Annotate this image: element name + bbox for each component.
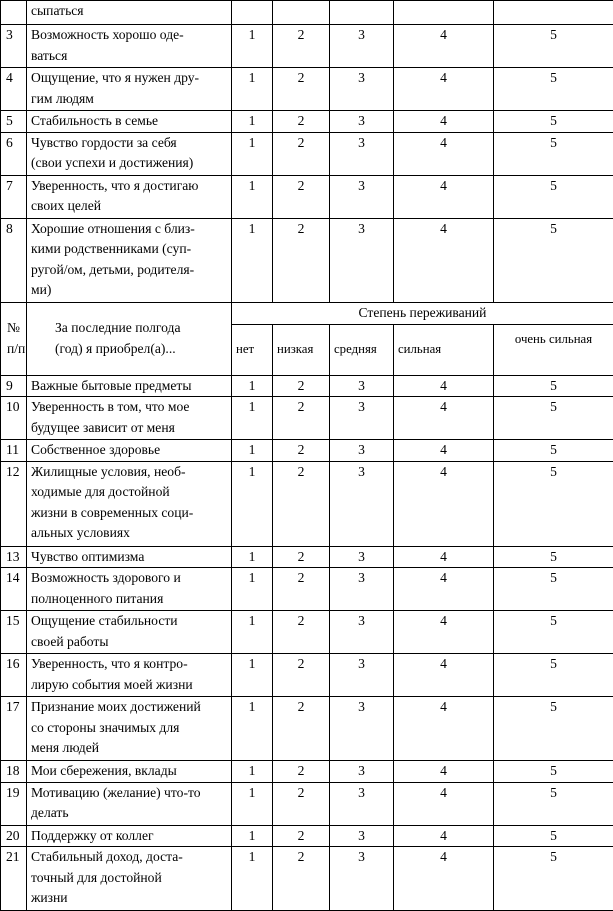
table-row (1, 397, 613, 440)
rating-option-5[interactable]: 5 (494, 218, 613, 302)
row-number: 3 (1, 25, 27, 68)
rating-option-3[interactable]: 3 (330, 397, 394, 440)
rating-option-5[interactable]: 5 (494, 68, 613, 111)
table-top-section (1, 1, 613, 303)
rating-option-4[interactable]: 4 (394, 568, 494, 611)
row-number: 14 (1, 568, 27, 611)
row-number: 10 (1, 397, 27, 440)
rating-option-4[interactable]: 4 (394, 111, 494, 133)
rating-option-2[interactable]: 2 (273, 218, 330, 302)
row-item-text: Поддержку от коллег (27, 825, 232, 847)
row-number: 7 (1, 175, 27, 218)
rating-option-1[interactable]: 1 (232, 761, 273, 783)
scale-label-strong: сильная (394, 324, 494, 375)
rating-option-3[interactable]: 3 (330, 761, 394, 783)
rating-option-2[interactable]: 2 (273, 132, 330, 175)
rating-option-3[interactable]: 3 (330, 546, 394, 568)
header-group-label: Степень переживаний (232, 302, 613, 324)
table-header (1, 302, 613, 375)
table-row (1, 1, 613, 25)
rating-option-4[interactable]: 4 (394, 132, 494, 175)
table-row (1, 546, 613, 568)
row-item-text: Уверенность, что я достигаю своих целей (27, 175, 232, 218)
rating-option-4[interactable] (394, 1, 494, 25)
rating-option-3[interactable]: 3 (330, 697, 394, 761)
header-number-label: № п/п (1, 302, 27, 375)
rating-option-3[interactable]: 3 (330, 847, 394, 911)
rating-option-5[interactable]: 5 (494, 25, 613, 68)
rating-option-3[interactable]: 3 (330, 218, 394, 302)
table-row (1, 782, 613, 825)
row-item-text: Ощущение, что я нужен дру- гим людям (27, 68, 232, 111)
table-row (1, 761, 613, 783)
row-number: 6 (1, 132, 27, 175)
row-item-text: Важные бытовые предметы (27, 375, 232, 397)
rating-option-1[interactable]: 1 (232, 440, 273, 462)
rating-option-2[interactable]: 2 (273, 461, 330, 546)
rating-option-5[interactable]: 5 (494, 111, 613, 133)
rating-option-1[interactable]: 1 (232, 611, 273, 654)
rating-option-4[interactable]: 4 (394, 611, 494, 654)
row-number: 15 (1, 611, 27, 654)
rating-option-4[interactable]: 4 (394, 218, 494, 302)
rating-option-3[interactable]: 3 (330, 782, 394, 825)
rating-option-5[interactable]: 5 (494, 847, 613, 911)
rating-option-4[interactable]: 4 (394, 440, 494, 462)
rating-option-1[interactable]: 1 (232, 461, 273, 546)
rating-option-1[interactable]: 1 (232, 568, 273, 611)
rating-option-5[interactable]: 5 (494, 461, 613, 546)
row-number: 12 (1, 461, 27, 546)
row-item-text: Собственное здоровье (27, 440, 232, 462)
row-number: 17 (1, 697, 27, 761)
rating-option-2[interactable]: 2 (273, 611, 330, 654)
header-item-label: За последние полгода (год) я приобрел(а)... (27, 302, 232, 375)
rating-option-4[interactable]: 4 (394, 25, 494, 68)
row-item-text: Мои сбережения, вклады (27, 761, 232, 783)
table-row (1, 825, 613, 847)
rating-option-2[interactable]: 2 (273, 654, 330, 697)
table-row (1, 568, 613, 611)
rating-option-4[interactable]: 4 (394, 782, 494, 825)
rating-option-4[interactable]: 4 (394, 175, 494, 218)
rating-option-2[interactable]: 2 (273, 825, 330, 847)
rating-option-1[interactable]: 1 (232, 68, 273, 111)
table-row (1, 461, 613, 546)
row-item-text: Жилищные условия, необ- ходимые для достойной жизни в современных соци- альных условиях (27, 461, 232, 546)
rating-option-3[interactable]: 3 (330, 68, 394, 111)
row-item-text: Чувство гордости за себя (свои успехи и достижения) (27, 132, 232, 175)
row-item-text: Стабильный доход, доста- точный для достойной жизни (27, 847, 232, 911)
row-item-text: Ощущение стабильности своей работы (27, 611, 232, 654)
row-number: 13 (1, 546, 27, 568)
rating-option-3[interactable]: 3 (330, 461, 394, 546)
table-row (1, 654, 613, 697)
rating-option-4[interactable]: 4 (394, 654, 494, 697)
rating-option-3[interactable]: 3 (330, 111, 394, 133)
row-item-text: сыпаться (27, 1, 232, 25)
rating-option-2[interactable]: 2 (273, 175, 330, 218)
row-item-text: Хорошие отношения с близ- кими родственниками (суп- ругой/ом, детьми, родителя- ми) (27, 218, 232, 302)
rating-option-1[interactable]: 1 (232, 375, 273, 397)
table-row (1, 68, 613, 111)
rating-option-3[interactable]: 3 (330, 825, 394, 847)
rating-option-1[interactable]: 1 (232, 847, 273, 911)
rating-option-2[interactable]: 2 (273, 847, 330, 911)
table-row (1, 111, 613, 133)
rating-option-1[interactable]: 1 (232, 782, 273, 825)
row-item-text: Возможность здорового и полноценного питания (27, 568, 232, 611)
rating-option-5[interactable]: 5 (494, 654, 613, 697)
rating-option-5[interactable]: 5 (494, 761, 613, 783)
rating-option-5[interactable]: 5 (494, 825, 613, 847)
row-item-text: Мотивацию (желание) что-то делать (27, 782, 232, 825)
row-item-text: Чувство оптимизма (27, 546, 232, 568)
rating-option-1[interactable] (232, 1, 273, 25)
rating-option-1[interactable]: 1 (232, 175, 273, 218)
row-number (1, 1, 27, 25)
table-row (1, 375, 613, 397)
rating-option-1[interactable]: 1 (232, 132, 273, 175)
scale-label-none: нет (232, 324, 273, 375)
rating-option-5[interactable]: 5 (494, 697, 613, 761)
rating-option-5[interactable]: 5 (494, 611, 613, 654)
row-item-text: Возможность хорошо оде- ваться (27, 25, 232, 68)
row-number: 20 (1, 825, 27, 847)
rating-option-4[interactable]: 4 (394, 825, 494, 847)
row-item-text: Признание моих достижений со стороны значимых для меня людей (27, 697, 232, 761)
rating-option-4[interactable]: 4 (394, 461, 494, 546)
rating-option-3[interactable]: 3 (330, 654, 394, 697)
rating-option-1[interactable]: 1 (232, 111, 273, 133)
rating-option-1[interactable]: 1 (232, 397, 273, 440)
rating-option-5[interactable]: 5 (494, 782, 613, 825)
rating-option-1[interactable]: 1 (232, 218, 273, 302)
rating-option-2[interactable]: 2 (273, 761, 330, 783)
rating-option-1[interactable]: 1 (232, 825, 273, 847)
row-number: 4 (1, 68, 27, 111)
rating-option-4[interactable]: 4 (394, 68, 494, 111)
rating-option-2[interactable]: 2 (273, 568, 330, 611)
rating-option-2[interactable]: 2 (273, 25, 330, 68)
table-row (1, 847, 613, 911)
rating-option-5[interactable]: 5 (494, 546, 613, 568)
rating-option-2[interactable] (273, 1, 330, 25)
table-row (1, 440, 613, 462)
rating-option-1[interactable]: 1 (232, 546, 273, 568)
row-number: 9 (1, 375, 27, 397)
rating-option-2[interactable]: 2 (273, 111, 330, 133)
row-item-text: Стабильность в семье (27, 111, 232, 133)
row-number: 16 (1, 654, 27, 697)
rating-option-3[interactable]: 3 (330, 375, 394, 397)
scale-label-medium: средняя (330, 324, 394, 375)
rating-option-1[interactable]: 1 (232, 25, 273, 68)
row-item-text: Уверенность, что я контро- лирую события моей жизни (27, 654, 232, 697)
rating-option-2[interactable]: 2 (273, 440, 330, 462)
rating-option-3[interactable]: 3 (330, 440, 394, 462)
row-number: 8 (1, 218, 27, 302)
scale-label-low: низкая (273, 324, 330, 375)
rating-option-5[interactable]: 5 (494, 568, 613, 611)
rating-option-2[interactable]: 2 (273, 697, 330, 761)
rating-option-5[interactable]: 5 (494, 132, 613, 175)
table-row (1, 25, 613, 68)
rating-option-4[interactable]: 4 (394, 546, 494, 568)
rating-option-3[interactable]: 3 (330, 25, 394, 68)
rating-option-3[interactable]: 3 (330, 132, 394, 175)
rating-option-2[interactable]: 2 (273, 397, 330, 440)
table-row (1, 175, 613, 218)
row-number: 5 (1, 111, 27, 133)
rating-option-1[interactable]: 1 (232, 697, 273, 761)
rating-option-2[interactable]: 2 (273, 546, 330, 568)
row-number: 21 (1, 847, 27, 911)
rating-option-2[interactable]: 2 (273, 375, 330, 397)
rating-option-2[interactable]: 2 (273, 782, 330, 825)
rating-option-3[interactable]: 3 (330, 175, 394, 218)
rating-option-3[interactable]: 3 (330, 568, 394, 611)
rating-option-5[interactable] (494, 1, 613, 25)
table-row (1, 611, 613, 654)
scale-label-very-strong: очень сильная (494, 324, 613, 375)
table-row (1, 218, 613, 302)
rating-option-4[interactable]: 4 (394, 697, 494, 761)
rating-option-1[interactable]: 1 (232, 654, 273, 697)
rating-option-5[interactable]: 5 (494, 175, 613, 218)
rating-option-4[interactable]: 4 (394, 375, 494, 397)
rating-option-5[interactable]: 5 (494, 397, 613, 440)
table-row (1, 697, 613, 761)
row-number: 11 (1, 440, 27, 462)
rating-option-4[interactable]: 4 (394, 397, 494, 440)
table-bottom-section (1, 375, 613, 911)
rating-option-3[interactable]: 3 (330, 611, 394, 654)
rating-option-4[interactable]: 4 (394, 847, 494, 911)
row-number: 18 (1, 761, 27, 783)
rating-option-5[interactable]: 5 (494, 375, 613, 397)
row-item-text: Уверенность в том, что мое будущее зависит от меня (27, 397, 232, 440)
row-number: 19 (1, 782, 27, 825)
rating-option-2[interactable]: 2 (273, 68, 330, 111)
rating-option-4[interactable]: 4 (394, 761, 494, 783)
rating-option-5[interactable]: 5 (494, 440, 613, 462)
rating-option-3[interactable] (330, 1, 394, 25)
table-row (1, 132, 613, 175)
